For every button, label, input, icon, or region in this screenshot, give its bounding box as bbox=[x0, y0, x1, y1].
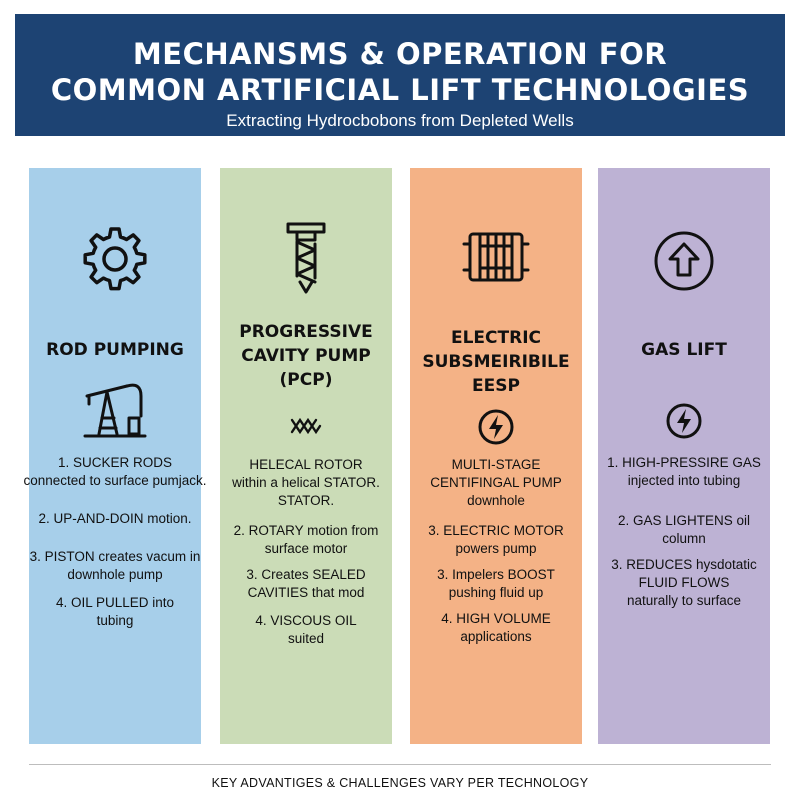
item-list bbox=[208, 456, 404, 648]
item-list bbox=[17, 454, 213, 630]
helix-icon bbox=[289, 416, 323, 436]
item-list bbox=[586, 454, 782, 610]
footer-divider bbox=[29, 764, 771, 765]
list-item: 3. ELECTRIC MOTOR powers pump bbox=[428, 523, 564, 556]
footer-note: KEY ADVANTIGES & CHALLENGES VARY PER TECHNOLOGY bbox=[211, 776, 589, 790]
column-heading: ROD PUMPING bbox=[46, 340, 184, 360]
column-esp bbox=[410, 168, 582, 744]
list-item: 2. GAS LIGHTENS oil column bbox=[617, 513, 751, 546]
list-item: 3. PISTON creates vacum in downhole pump bbox=[29, 549, 201, 582]
up-arrow-circle-icon bbox=[653, 230, 715, 292]
item-list bbox=[398, 456, 594, 646]
motor-coil-icon bbox=[462, 226, 530, 288]
screw-rotor-icon bbox=[284, 220, 328, 296]
column-heading: ELECTRIC SUBSMEIRIBILE EESP bbox=[422, 328, 570, 396]
page-subtitle: Extracting Hydrocbobons from Depleted Wells bbox=[226, 111, 574, 130]
column-rod-pumping bbox=[23, 168, 207, 744]
page-title: MECHANSMS & OPERATION FOR COMMON ARTIFICIAL LIFT TECHNOLOGIES bbox=[50, 37, 750, 107]
column-gas-lift bbox=[598, 168, 770, 744]
list-item: MULTI-STAGE CENTIFINGAL PUMP downhole bbox=[430, 457, 562, 508]
list-item: 2. ROTARY motion from surface motor bbox=[233, 523, 379, 556]
pumpjack-icon bbox=[83, 378, 147, 440]
list-item: 3. REDUCES hysdotatic FLUID FLOWS naturally to surface bbox=[611, 557, 757, 608]
column-heading: GAS LIFT bbox=[641, 340, 727, 360]
lightning-bolt-icon bbox=[665, 402, 703, 440]
list-item: 2. UP-AND-DOIN motion. bbox=[38, 511, 192, 526]
list-item: 4. HIGH VOLUME applications bbox=[441, 611, 551, 644]
gear-icon bbox=[80, 224, 150, 294]
list-item: 1. HIGH-PRESSIRE GAS injected into tubing bbox=[607, 455, 761, 488]
list-item: 4. VISCOUS OIL suited bbox=[255, 613, 357, 646]
list-item: 4. OIL PULLED into tubing bbox=[55, 595, 175, 628]
header-banner bbox=[15, 14, 785, 136]
list-item: 3. Creates SEALED CAVITIES that mod bbox=[246, 567, 366, 600]
column-heading: PROGRESSIVE CAVITY PUMP (PCP) bbox=[239, 322, 373, 390]
list-item: 1. SUCKER RODS connected to surface pumjack. bbox=[23, 455, 207, 488]
lightning-bolt-icon bbox=[477, 408, 515, 446]
list-item: 3. Impelers BOOST pushing fluid up bbox=[437, 567, 555, 600]
list-item: HELECAL ROTOR within a helical STATOR. STATOR. bbox=[232, 457, 380, 508]
column-pcp bbox=[220, 168, 392, 744]
